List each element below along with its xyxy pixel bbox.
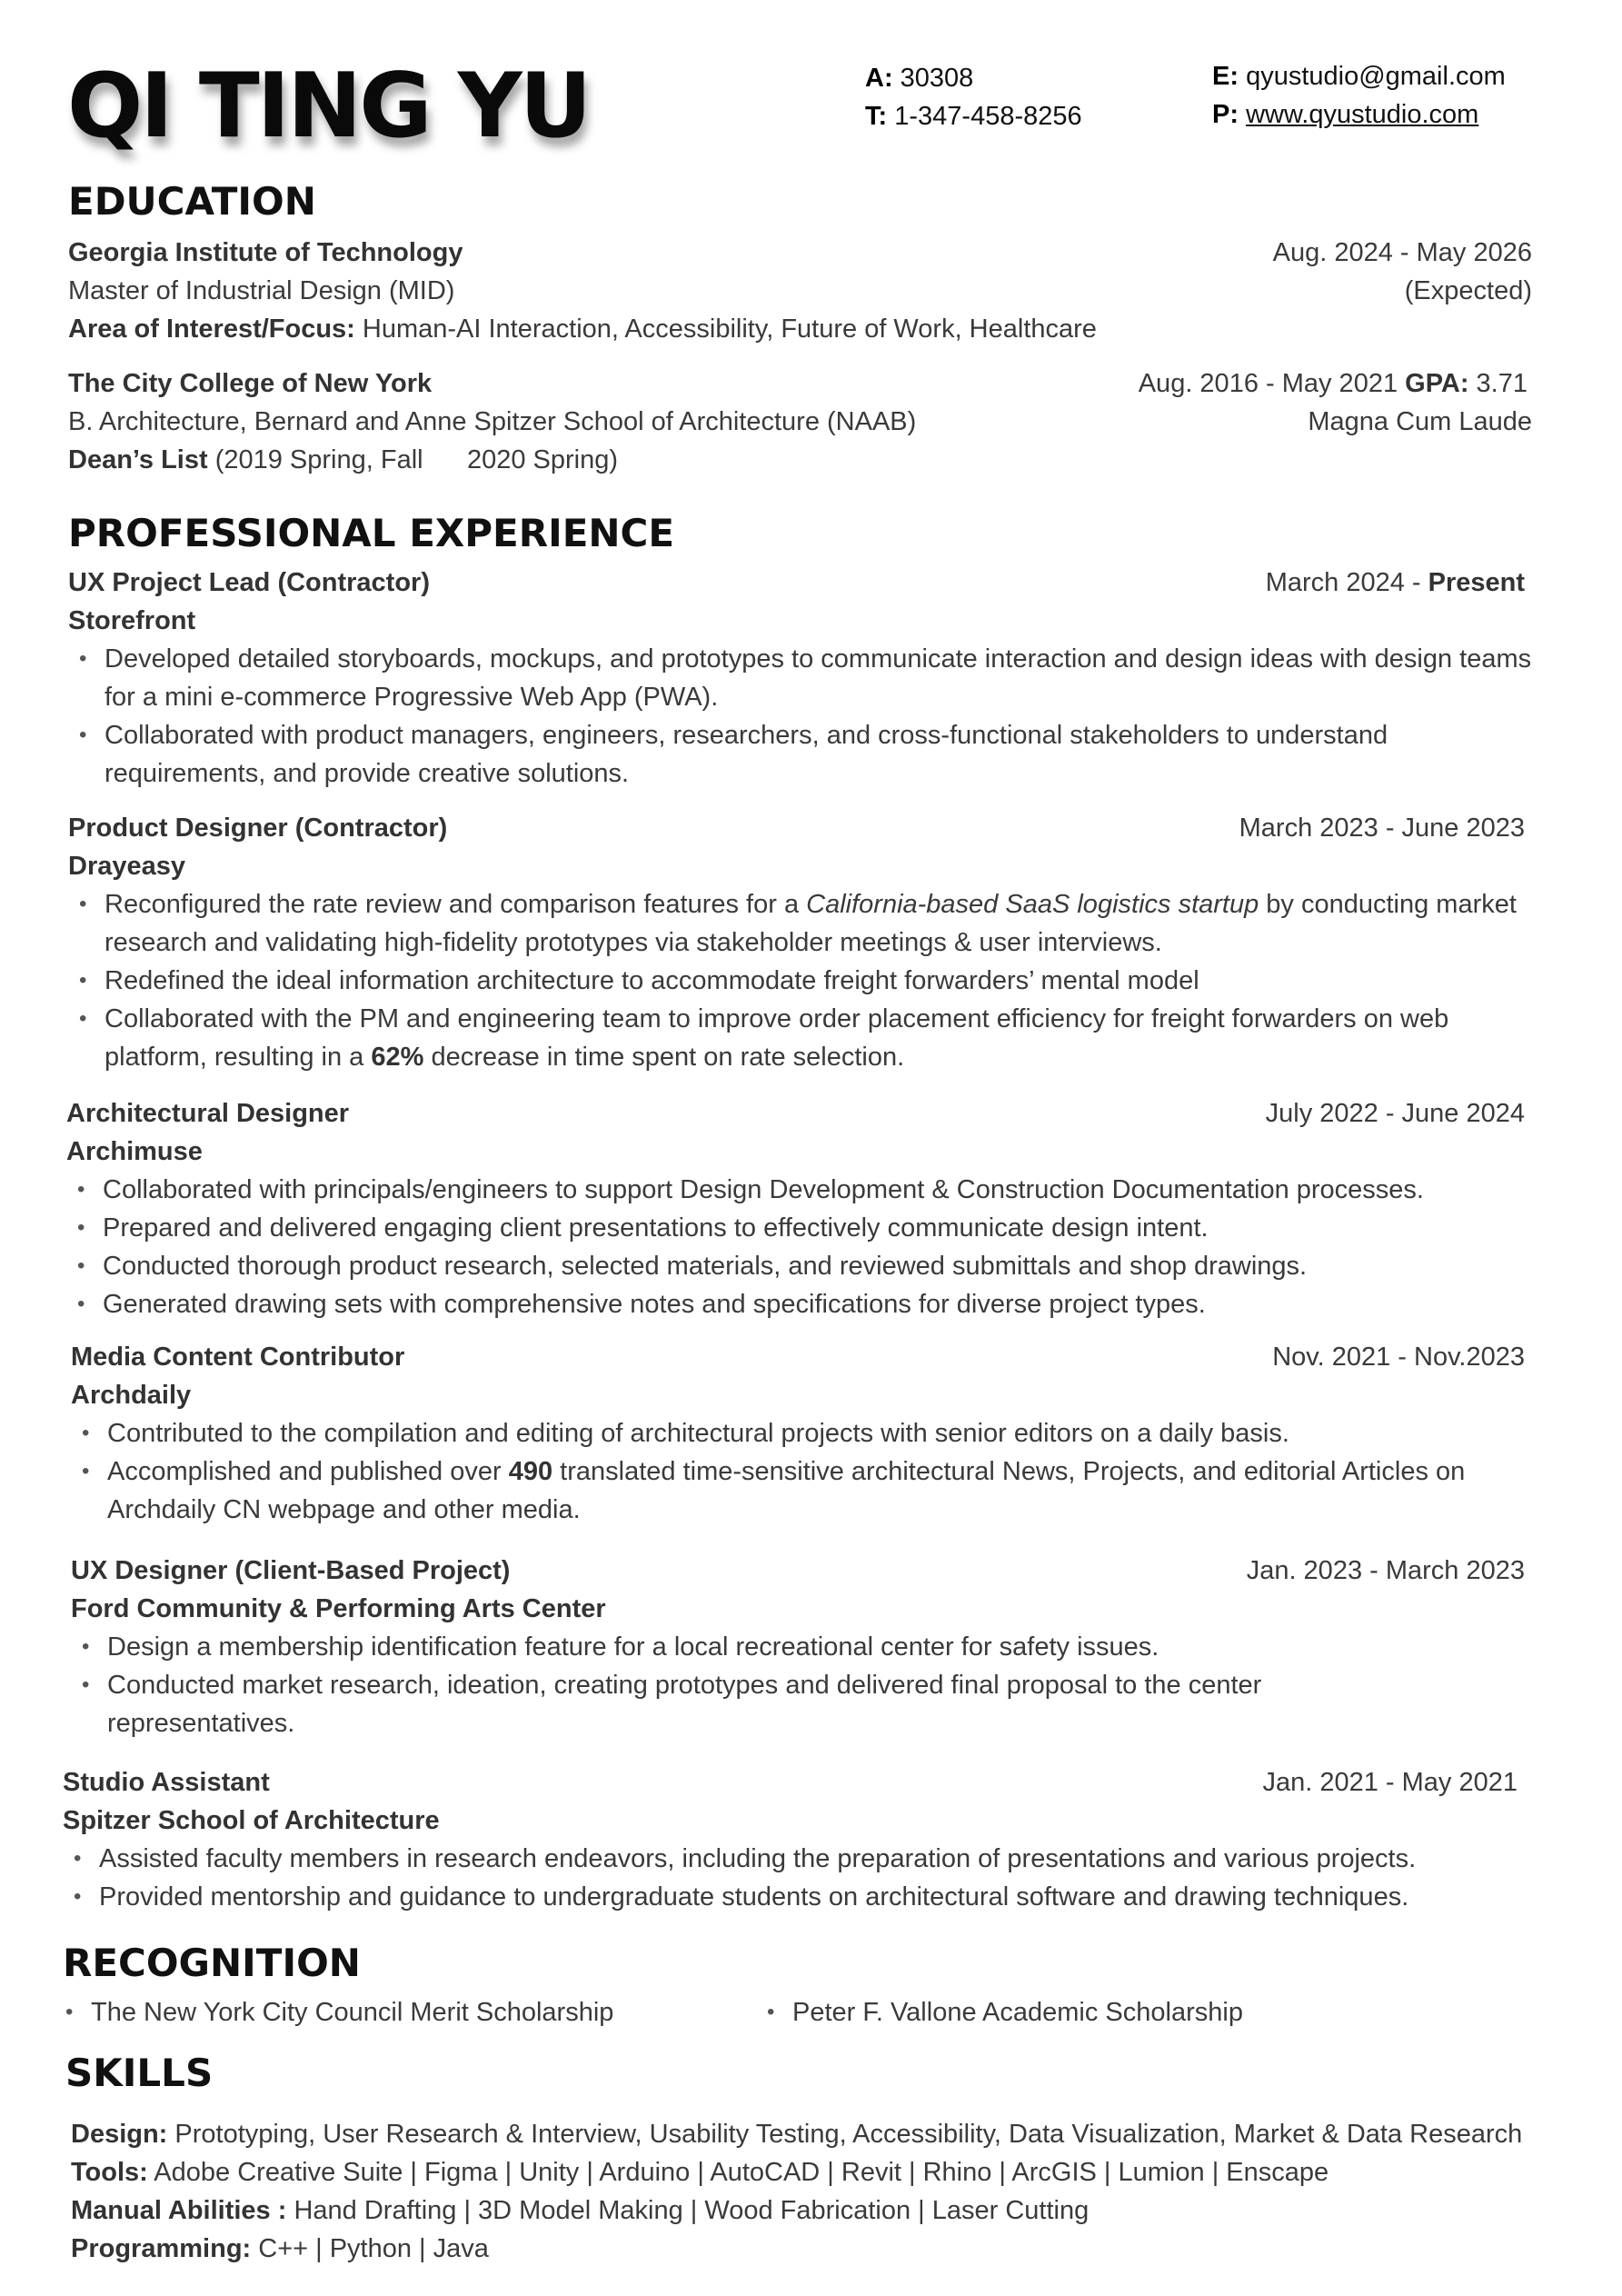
job-org: Archimuse (66, 1137, 203, 1166)
job-dates-present: Present (1428, 568, 1525, 597)
gt-expected: (Expected) (1404, 276, 1532, 305)
gt-degree: Master of Industrial Design (MID) (68, 276, 455, 305)
list-item: • Developed detailed storyboards, mockups, and prototypes to communicate interaction and design ideas with design teams for a mini e-commerce Progressive Web App (PWA). (68, 640, 1540, 716)
gpa-label: GPA: (1405, 369, 1469, 398)
job-bullets (71, 1414, 1488, 1529)
portfolio-label: P: (1212, 100, 1239, 129)
job-dates: Nov. 2021 - Nov.2023 (1272, 1343, 1525, 1372)
job-role: Studio Assistant (63, 1768, 270, 1797)
job-role: Media Content Contributor (71, 1343, 405, 1372)
email-value: qyustudio@gmail.com (1246, 62, 1506, 91)
recognition-list-left (55, 1993, 691, 2031)
skills-tools-label: Tools: (71, 2158, 148, 2187)
job-org: Ford Community & Performing Arts Center (71, 1594, 606, 1623)
job-org: Spitzer School of Architecture (63, 1806, 440, 1835)
skills-programming-value: C++ | Python | Java (251, 2234, 489, 2263)
job-role: UX Project Lead (Contractor) (68, 568, 430, 597)
ccny-dates-gpa (1139, 364, 1527, 403)
job-bullets (68, 885, 1540, 1076)
ccny-school: The City College of New York (68, 369, 433, 398)
deans-list (68, 441, 618, 479)
list-item: • Collaborated with principals/engineers to support Design Development & Construction Documentation processes. (66, 1171, 1557, 1209)
list-item: • Collaborated with the PM and engineering team to improve order placement efficiency for freight forwarders on web platform, resulting in a 62% decrease in time spent on rate selection. (68, 1000, 1540, 1076)
italic-phrase: California-based SaaS logistics startup (806, 890, 1259, 919)
gt-focus (68, 310, 1097, 348)
gt-dates: Aug. 2024 - May 2026 (1272, 238, 1532, 267)
ccny-honors: Magna Cum Laude (1308, 407, 1532, 436)
gt-focus-label: Area of Interest/Focus: (68, 314, 355, 344)
skills-manual-label: Manual Abilities : (71, 2196, 287, 2225)
experience-heading: PROFESSIONAL EXPERIENCE (68, 511, 675, 555)
job-org: Drayeasy (68, 852, 185, 881)
job-role: UX Designer (Client-Based Project) (71, 1556, 511, 1585)
skills-heading: SKILLS (65, 2051, 214, 2095)
list-item: • Collaborated with product managers, engineers, researchers, and cross-functional stakeholders to understand requirements, and provide creative solutions. (68, 716, 1540, 793)
contact-address (865, 59, 973, 97)
skills-manual-value: Hand Drafting | 3D Model Making | Wood Fabrication | Laser Cutting (286, 2196, 1090, 2225)
list-item: • Conducted market research, ideation, creating prototypes and delivered final proposal to the center representatives. (71, 1666, 1416, 1742)
list-item: • Accomplished and published over 490 translated time-sensitive architectural News, Projects, and editorial Articles on Archdaily CN webpage and other media. (71, 1452, 1488, 1529)
gpa-value: 3.71 (1468, 369, 1527, 398)
list-item: • Reconfigured the rate review and comparison features for a California-based SaaS logistics startup by conducting market research and validating high-fidelity prototypes via stakeholder meetings & user interviews. (68, 885, 1540, 962)
phone-label: T: (865, 102, 888, 131)
stat-highlight: 490 (508, 1457, 553, 1486)
job-bullets (71, 1628, 1416, 1742)
address-label: A: (865, 64, 893, 93)
skills-design-label: Design: (71, 2120, 168, 2149)
gt-school: Georgia Institute of Technology (68, 238, 463, 267)
job-dates (1266, 564, 1525, 602)
list-item: • Conducted thorough product research, selected materials, and reviewed submittals and shop drawings. (66, 1247, 1557, 1285)
job-dates: July 2022 - June 2024 (1265, 1099, 1525, 1128)
deans-value: (2019 Spring, Fall 2020 Spring) (207, 445, 618, 474)
job-dates: Jan. 2021 - May 2021 (1262, 1768, 1518, 1797)
job-dates: Jan. 2023 - March 2023 (1246, 1556, 1525, 1585)
skills-manual (71, 2191, 1089, 2230)
portfolio-link[interactable]: www.qyustudio.com (1246, 100, 1479, 129)
deans-label: Dean’s List (68, 445, 208, 474)
address-value: 30308 (900, 64, 974, 93)
phone-value: 1-347-458-8256 (894, 102, 1082, 131)
contact-phone (865, 97, 1082, 135)
job-bullets (66, 1171, 1557, 1323)
ccny-degree: B. Architecture, Bernard and Anne Spitzer School of Architecture (NAAB) (68, 407, 917, 436)
email-label: E: (1212, 62, 1239, 91)
skills-design-value: Prototyping, User Research & Interview, Usability Testing, Accessibility, Data Visualization, Market & Data Research (167, 2120, 1523, 2149)
contact-email (1212, 57, 1506, 95)
contact-portfolio (1212, 95, 1478, 134)
list-item: • The New York City Council Merit Scholarship (55, 1993, 691, 2031)
job-org: Archdaily (71, 1381, 192, 1410)
list-item: • Assisted faculty members in research endeavors, including the preparation of presentations and various projects. (63, 1840, 1598, 1878)
job-bullets (63, 1840, 1598, 1916)
job-role: Product Designer (Contractor) (68, 814, 448, 843)
list-item: • Generated drawing sets with comprehensive notes and specifications for diverse project types. (66, 1285, 1557, 1323)
list-item: • Provided mentorship and guidance to undergraduate students on architectural software and drawing techniques. (63, 1878, 1598, 1916)
list-item: • Design a membership identification feature for a local recreational center for safety issues. (71, 1628, 1416, 1666)
skills-tools (71, 2153, 1328, 2191)
list-item: • Prepared and delivered engaging client presentations to effectively communicate design intent. (66, 1209, 1557, 1247)
stat-highlight: 62% (371, 1043, 424, 1072)
skills-programming (71, 2230, 489, 2268)
list-item: • Redefined the ideal information architecture to accommodate freight forwarders’ mental model (68, 962, 1540, 1000)
recognition-list-right (756, 1993, 1392, 2031)
list-item: • Peter F. Vallone Academic Scholarship (756, 1993, 1392, 2031)
job-org: Storefront (68, 606, 196, 635)
skills-tools-value: Adobe Creative Suite | Figma | Unity | Arduino | AutoCAD | Revit | Rhino | ArcGIS | Lumion | Enscape (147, 2158, 1329, 2187)
ccny-dates: Aug. 2016 - May 2021 (1138, 369, 1406, 398)
job-dates-prefix: March 2024 - (1265, 568, 1428, 597)
list-item: • Contributed to the compilation and editing of architectural projects with senior editors on a daily basis. (71, 1414, 1488, 1452)
job-role: Architectural Designer (66, 1099, 350, 1128)
skills-design (71, 2115, 1522, 2153)
recognition-heading: RECOGNITION (63, 1941, 361, 1985)
education-heading: EDUCATION (68, 179, 316, 224)
job-bullets (68, 640, 1540, 793)
gt-focus-value: Human-AI Interaction, Accessibility, Future of Work, Healthcare (354, 314, 1097, 344)
job-dates: March 2023 - June 2023 (1239, 814, 1525, 843)
candidate-name: QI TING YU (67, 55, 590, 158)
skills-programming-label: Programming: (71, 2234, 252, 2263)
